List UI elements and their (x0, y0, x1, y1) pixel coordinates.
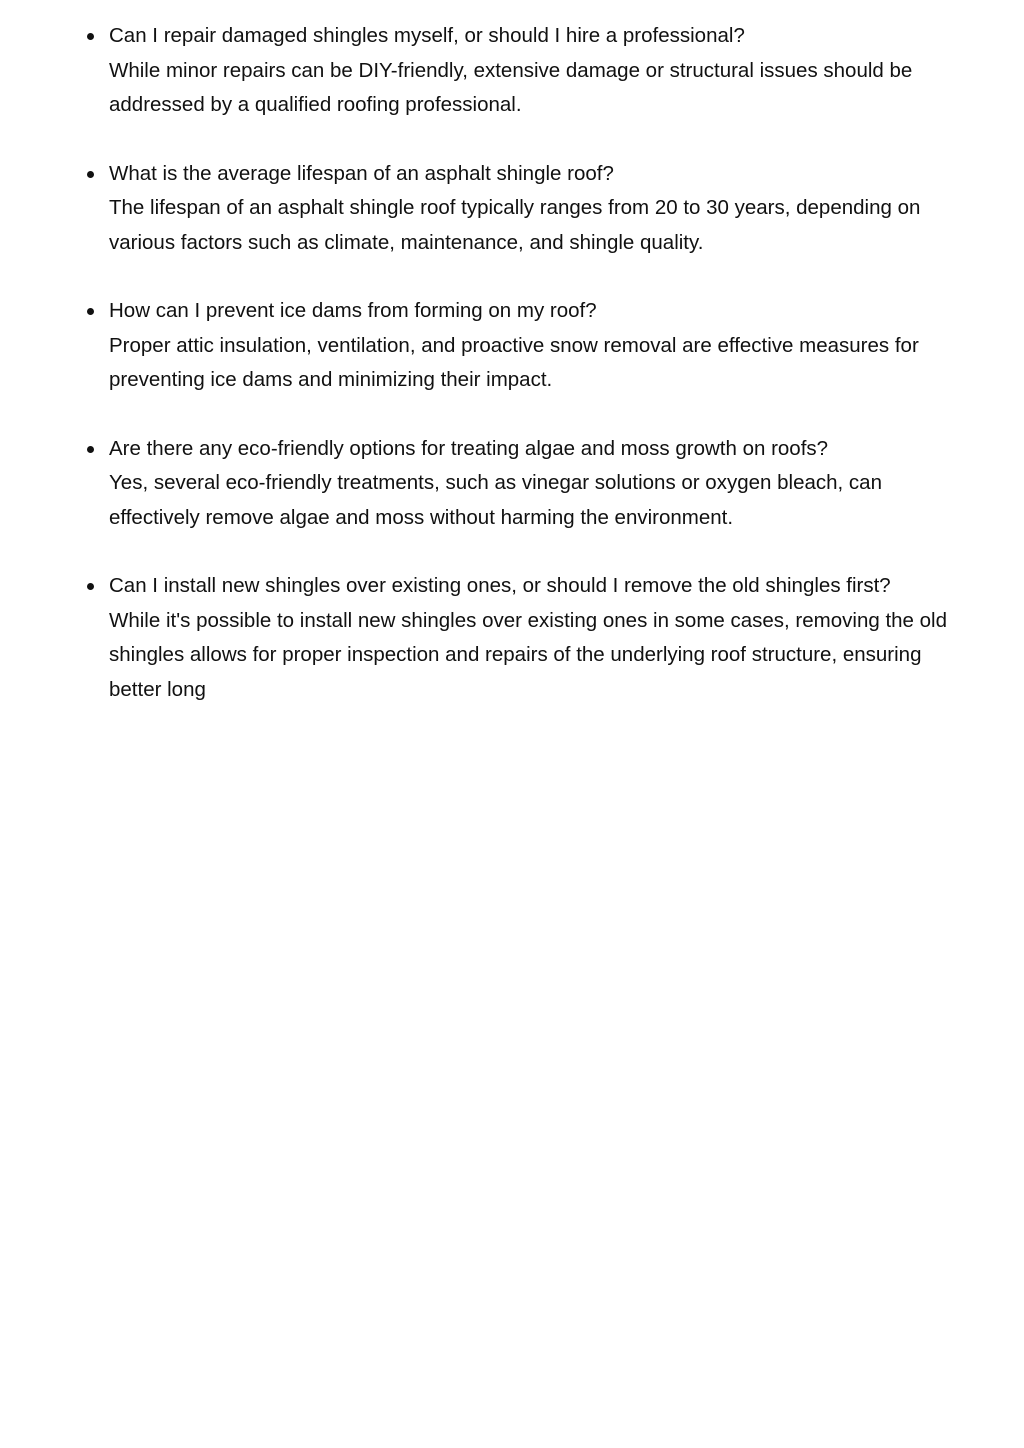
faq-question: How can I prevent ice dams from forming on my roof? (109, 299, 597, 322)
bullet-icon (87, 308, 94, 315)
faq-answer: While minor repairs can be DIY-friendly, extensive damage or structural issues should be addressed by a qualified roofing professional. (109, 58, 913, 116)
faq-item (0, 569, 1024, 707)
faq-question: What is the average lifespan of an asphalt shingle roof? (109, 161, 614, 185)
bullet-icon (87, 583, 94, 590)
faq-answer: Yes, several eco-friendly treatments, such as vinegar solutions or oxygen bleach, can effectively remove algae and moss without harming the environment. (109, 471, 882, 529)
faq-answer: The lifespan of an asphalt shingle roof typically ranges from 20 to 30 years, depending on various factors such as climate, maintenance, and shingle quality. (109, 196, 921, 254)
faq-question: Can I repair damaged shingles myself, or should I hire a professional? (109, 24, 745, 47)
faq-item (0, 432, 1024, 536)
faq-item (0, 19, 1024, 123)
faq-item (0, 294, 1024, 398)
bullet-icon (87, 171, 94, 178)
faq-answer: While it's possible to install new shingles over existing ones in some cases, removing the old shingles allows for proper inspection and repairs of the underlying roof structure, ensuring better long (109, 608, 947, 701)
faq-list (0, 19, 1024, 741)
faq-question: Can I install new shingles over existing ones, or should I remove the old shingles first? (109, 574, 891, 597)
bullet-icon (87, 446, 94, 453)
faq-answer: Proper attic insulation, ventilation, and proactive snow removal are effective measures for preventing ice dams and minimizing their impact. (109, 333, 919, 391)
faq-question: Are there any eco-friendly options for treating algae and moss growth on roofs? (109, 436, 829, 460)
faq-item (0, 157, 1024, 261)
bullet-icon (87, 33, 94, 40)
